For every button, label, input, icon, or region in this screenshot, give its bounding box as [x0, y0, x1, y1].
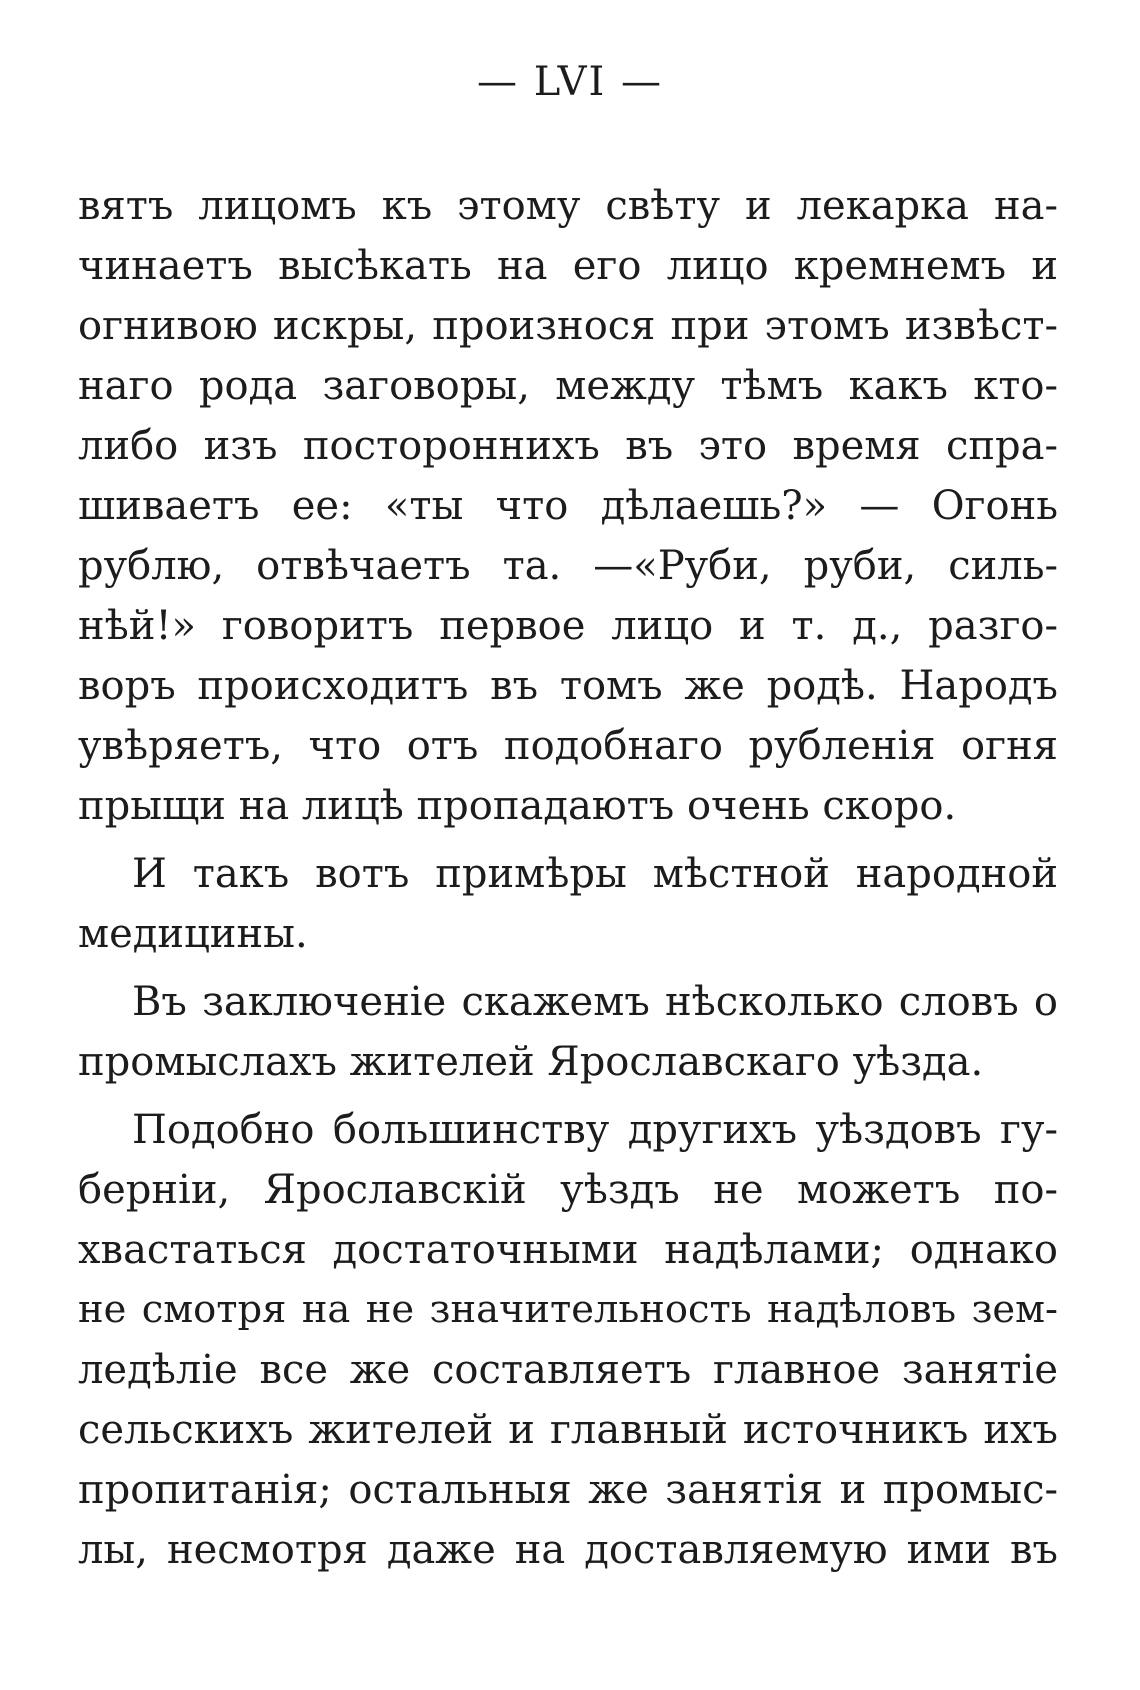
text-line: медицины. [78, 911, 308, 957]
text-line: нѣй!» говоритъ первое лицо и т. д., разго- [78, 603, 1058, 649]
text-line: ледѣліе все же составляетъ главное занятіе [78, 1347, 1058, 1393]
text-line: либо изъ постороннихъ въ это время спра- [78, 423, 1058, 469]
text-line: лы, несмотря даже на доставляемую ими въ [78, 1527, 1058, 1573]
text-line: не смотря на не значительность надѣловъ зем- [78, 1287, 1058, 1332]
text-line: чинаетъ высѣкать на его лицо кремнемъ и [78, 243, 1058, 289]
text-line: сельскихъ жителей и главный источникъ ихъ [78, 1407, 1058, 1453]
text-line: прыщи на лицѣ пропадаютъ очень скоро. [78, 783, 957, 829]
body-text [78, 176, 1058, 1580]
text-line: наго рода заговоры, между тѣмъ какъ кто- [78, 363, 1058, 409]
paragraph-first-line: И такъ вотъ примѣры мѣстной народной [132, 851, 1058, 897]
text-line: вятъ лицомъ къ этому свѣту и лекарка на- [78, 183, 1058, 229]
paragraph-first-line: Подобно большинству другихъ уѣздовъ гу- [132, 1107, 1058, 1153]
text-line: воръ происходитъ въ томъ же родѣ. Народъ [78, 663, 1058, 709]
text-line: огнивою искры, произнося при этомъ извѣст- [78, 303, 1058, 349]
text-line: пропитанія; остальныя же занятія и промыс- [78, 1467, 1058, 1513]
paragraph-first-line: Въ заключеніе скажемъ нѣсколько словъ о [132, 979, 1058, 1025]
paragraph-gap [78, 1092, 1058, 1100]
paragraph-gap [78, 964, 1058, 972]
paragraph-gap [78, 836, 1058, 844]
text-line: берніи, Ярославскій уѣздъ не можетъ по- [78, 1167, 1058, 1213]
text-line: рублю, отвѣчаетъ та. —«Руби, руби, силь- [78, 543, 1058, 589]
text-line: увѣряетъ, что отъ подобнаго рубленія огня [78, 723, 1058, 769]
text-line: хвастаться достаточными надѣлами; однако [78, 1227, 1058, 1273]
text-line: шиваетъ ее: «ты что дѣлаешь?» — Огонь [78, 483, 1058, 529]
page-number: — LVI — [477, 59, 663, 105]
text-line: промыслахъ жителей Ярославскаго уѣзда. [78, 1039, 984, 1085]
